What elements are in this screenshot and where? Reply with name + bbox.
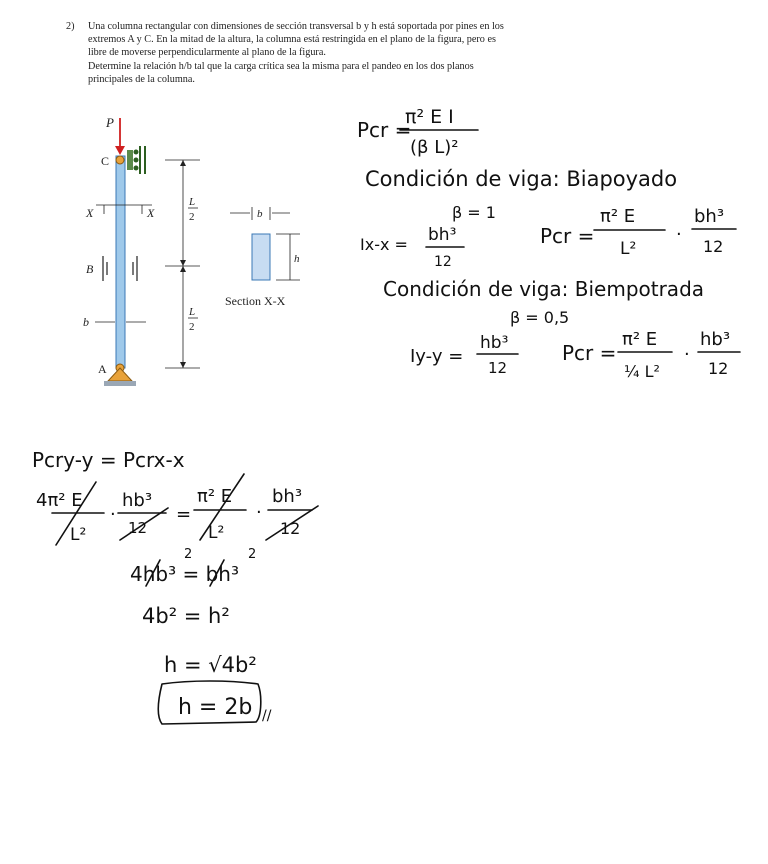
beta-1: β = 1	[452, 203, 496, 222]
step2: 4hb³ = bh³	[130, 562, 239, 586]
problem-number: 2)	[66, 21, 75, 32]
pcr1-lhs: Pcr =	[540, 224, 595, 248]
dim-top-num: L	[189, 196, 196, 208]
condition-2: Condición de viga: Biempotrada	[383, 277, 705, 301]
pcr-num: π² E I	[405, 106, 454, 128]
section-x-left: X	[86, 206, 94, 220]
ixx-den: 12	[434, 254, 452, 270]
step2-exp1: 2	[184, 547, 193, 562]
problem-line: principales de la columna.	[88, 73, 195, 85]
step1-d-num: bh³	[272, 486, 303, 507]
problem-line: extremos A y C. En la mitad de la altura, la columna está restringida en el plano de la figura, pero es	[88, 34, 496, 46]
pcr1-dot: ·	[676, 224, 682, 245]
section-h-label: h	[294, 253, 300, 265]
pcr2-dot: ·	[684, 344, 690, 365]
dim-bot-den: 2	[189, 321, 195, 333]
step1-a-num: 4π² E	[36, 490, 83, 511]
point-b-label: B	[86, 262, 94, 276]
step1-b-den: 12	[128, 519, 148, 537]
step1-a-den: L²	[70, 525, 87, 545]
step3: 4b² = h²	[142, 604, 230, 628]
step2-exp2: 2	[248, 547, 257, 562]
load-label: P	[106, 115, 114, 130]
section-caption: Section X-X	[225, 294, 286, 308]
iyy-num: hb³	[480, 333, 509, 353]
pcr2-lhs: Pcr =	[562, 341, 617, 365]
iyy-lhs: Iy-y =	[410, 346, 464, 367]
answer: h = 2b	[178, 695, 253, 720]
step1-eq: =	[176, 504, 192, 525]
pcr2-den2: 12	[708, 359, 729, 378]
section-b-label: b	[257, 208, 263, 220]
pcr2-num: π² E	[622, 329, 658, 350]
dim-bot-num: L	[189, 306, 196, 318]
point-a-label: A	[98, 362, 107, 376]
point-c-label: C	[101, 154, 110, 168]
ixx-lhs: Ix-x =	[360, 235, 408, 254]
answer-mark: //	[262, 708, 272, 724]
step1-c-den: L²	[208, 523, 225, 543]
step1-dot1: ·	[110, 504, 116, 525]
problem-line: libre de moverse perpendicularmente al plano de la figura.	[88, 47, 326, 59]
condition-1: Condición de viga: Biapoyado	[365, 167, 678, 191]
pcr-den: (β L)²	[410, 137, 459, 158]
problem-line: Una columna rectangular con dimensiones de sección transversal b y h está soportada por pines en los	[88, 21, 504, 32]
pcr-lhs: Pcr =	[357, 118, 412, 142]
section-x-right: X	[147, 206, 155, 220]
step4: h = √4b²	[164, 653, 257, 677]
step1-dot2: ·	[256, 502, 262, 523]
width-b-label: b	[83, 315, 89, 329]
pcr2-num2: hb³	[700, 329, 731, 350]
equality-line: Pcry-y = Pcrx-x	[32, 448, 185, 472]
pcr1-den: L²	[620, 239, 637, 259]
problem-line: Determine la relación h/b tal que la carga crítica sea la misma para el pandeo en los dos planos	[88, 60, 474, 72]
beta-2: β = 0,5	[510, 308, 570, 327]
ixx-num: bh³	[428, 225, 457, 245]
pcr2-den: ¼ L²	[624, 362, 660, 381]
step1-d-den: 12	[280, 519, 301, 538]
step1-b-num: hb³	[122, 490, 153, 511]
pcr1-num: π² E	[600, 206, 636, 227]
dim-top-den: 2	[189, 211, 195, 223]
step1-c-num: π² E	[197, 486, 233, 507]
pcr1-den2: 12	[703, 237, 724, 256]
pcr1-num2: bh³	[694, 206, 725, 227]
iyy-den: 12	[488, 359, 508, 377]
